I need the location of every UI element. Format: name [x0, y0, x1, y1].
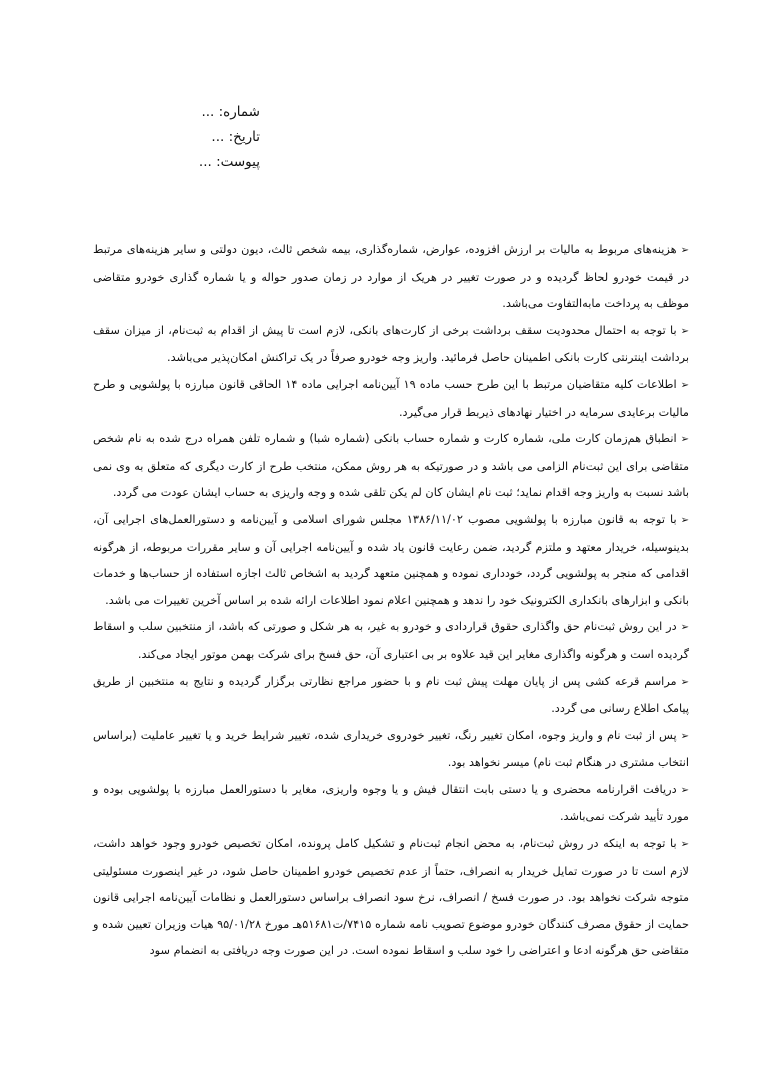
terms-list	[93, 237, 689, 965]
term-item	[93, 614, 689, 668]
term-text: با توجه به قانون مبارزه با پولشویی مصوب ۱۳۸۶/۱۱/۰۲ مجلس شورای اسلامی و آیین‌نامه و دستورالعمل‌های اجرایی آن، بدینوسیله، خریدار معتهد و ملتزم گردید، ضمن رعایت قانون یاد شده و آیین‌نامه اجرایی آن و سایر مقررات مربوطه، از هرگونه اقدامی که منجر به پولشویی گردد، خودداری نموده و همچنین متعهد گردید به اشخاص ثالث اجازه استفاده از حساب‌ها و خدمات بانکی و ابزارهای بانکداری الکترونیک خود را ندهد و همچنین اعلام نمود اطلاعات ارائه شده بر اساس آخرین تغییرات می باشد.	[93, 512, 689, 607]
arrow-bullet-icon: ➢	[680, 379, 689, 391]
arrow-bullet-icon: ➢	[680, 784, 689, 796]
arrow-bullet-icon: ➢	[680, 622, 689, 634]
arrow-bullet-icon: ➢	[680, 434, 689, 446]
term-text: در این روش ثبت‌نام حق واگذاری حقوق قراردادی و خودرو به غیر، به هر شکل و صورتی که باشد، از منتخبین سلب و اسقاط گردیده است و هرگونه واگذاری مغایر این قید علاوه بر بی اعتباری آن، حق فسخ برای شرکت بهمن موتور ایجاد می‌کند.	[93, 620, 689, 661]
term-text: پس از ثبت نام و واریز وجوه، امکان تغییر رنگ، تغییر خودروی خریداری شده، تغییر شرایط خرید و یا تغییر عاملیت (براساس انتخاب مشتری در هنگام ثبت نام) میسر نخواهد بود.	[93, 728, 689, 770]
term-item	[93, 372, 689, 426]
letter-date: تاریخ: ...	[211, 129, 260, 145]
arrow-bullet-icon: ➢	[680, 676, 689, 688]
arrow-bullet-icon: ➢	[680, 325, 689, 337]
letter-number: شماره: ...	[201, 104, 260, 120]
term-text: مراسم قرعه کشی پس از پایان مهلت پیش ثبت نام و با حضور مراجع نظارتی برگزار گردیده و نتایج به منتخبین از طریق پیامک اطلاع رسانی می گردد.	[93, 674, 689, 716]
term-text: با توجه به احتمال محدودیت سقف برداشت برخی از کارت‌های بانکی، لازم است تا پیش از اقدام به ثبت‌نام، از میزان سقف برداشت اینترنتی کارت بانکی اطمینان حاصل فرمائید. واریز وجه خودرو صرفاً در یک تراکنش امکان‌پذیر می‌باشد.	[93, 323, 689, 365]
term-item	[93, 831, 689, 965]
term-item	[93, 426, 689, 507]
term-item	[93, 318, 689, 372]
term-item	[93, 507, 689, 614]
term-item	[93, 237, 689, 318]
arrow-bullet-icon: ➢	[680, 839, 689, 851]
arrow-bullet-icon: ➢	[680, 245, 689, 256]
term-text: با توجه به اینکه در روش ثبت‌نام، به محض انجام ثبت‌نام و تشکیل کامل پرونده، امکان تخصیص خودرو وجود خواهد داشت، لازم است تا در صورت تمایل خریدار به انصراف، حتماً از عدم تخصیص خودرو اطمینان حاصل شود، در غیر اینصورت مسئولیتی متوجه شرکت نخواهد بود. در صورت فسخ / انصراف، نرخ سود انصراف براساس دستورالعمل و نظامات آیین‌نامه اجرایی قانون حمایت از حقوق مصرف کنندگان خودرو موضوع تصویب نامه شماره ۷۴۱۵/ت۵۱۶۸۱هـ مورخ ۹۵/۰۱/۲۸ هیات وزیران تعیین شده و متقاضی حق هرگونه ادعا و اعتراضی را خود سلب و اسقاط نموده است. در این صورت وجه دریافتی به انضمام سود	[93, 837, 689, 958]
arrow-bullet-icon: ➢	[680, 730, 689, 742]
term-text: هزینه‌های مربوط به مالیات بر ارزش افزوده، عوارض، شماره‌گذاری، بیمه شخص ثالث، دیون دولتی و سایر هزینه‌های مرتبط در قیمت خودرو لحاظ گردیده و در صورت تغییر در هریک از موارد در زمان صدور حواله و یا شماره گذاری خودرو متقاضی موظف به پرداخت مابه‌التفاوت می‌باشد.	[93, 243, 689, 311]
letter-header	[140, 100, 260, 175]
arrow-bullet-icon: ➢	[680, 514, 689, 526]
letter-attachment: پیوست: ...	[198, 154, 260, 170]
term-text: دریافت اقرارنامه محضری و یا دستی بابت انتقال فیش و یا وجوه واریزی، مغایر با دستورالعمل مبارزه با پولشویی بوده و مورد تأیید شرکت نمی‌باشد.	[93, 782, 689, 824]
term-item	[93, 669, 689, 723]
term-item	[93, 723, 689, 777]
term-item	[93, 777, 689, 831]
term-text: اطلاعات کلیه متقاضیان مرتبط با این طرح حسب ماده ۱۹ آیین‌نامه اجرایی ماده ۱۴ الحاقی قانون مبارزه با پولشویی و طرح مالیات برعایدی سرمایه در اختیار نهادهای ذیربط قرار می‌گیرد.	[93, 377, 689, 419]
term-text: انطباق هم‌زمان کارت ملی، شماره کارت و شماره حساب بانکی (شماره شبا) و شماره تلفن همراه درج شده به نام شخص متقاضی برای این ثبت‌نام الزامی می باشد و در صورتیکه به هر روش ممکن، منتخب طرح از کارت دیگری که متعلق به وی نمی باشد نسبت به واریز وجه اقدام نماید؛ ثبت نام ایشان کان لم یکن تلقی شده و وجه واریزی به حساب ایشان عودت می گردد.	[93, 432, 689, 500]
